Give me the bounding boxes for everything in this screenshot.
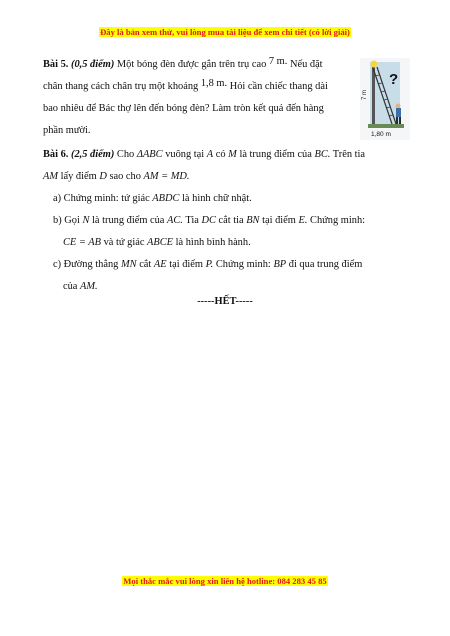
question-mark: ? — [389, 71, 399, 88]
math-AM-end: AM. — [80, 281, 98, 292]
problem-6 — [43, 144, 408, 298]
math-triangle: ΔABC — [136, 149, 163, 160]
problem-6-text: là trung điểm của — [239, 149, 312, 160]
math-BN: BN — [246, 215, 260, 226]
part-b-text: là trung điểm của — [92, 215, 165, 226]
math-DC: DC — [201, 215, 216, 226]
math-ce-eq-ab: CE = AB — [63, 237, 101, 248]
problem-5-text: Nếu đặt — [289, 59, 323, 70]
math-BP: BP — [273, 259, 287, 270]
part-c-text: cắt — [139, 259, 152, 270]
problem-6-label: Bài 6. — [43, 149, 69, 160]
math-M: M — [228, 149, 237, 160]
math-eq-am-md: AM = MD. — [143, 171, 190, 182]
part-c-text: c) Đường thẳng — [53, 259, 119, 270]
problem-6-text: Trên tia — [332, 149, 366, 160]
part-b-text: b) Gọi — [53, 215, 80, 226]
part-b-text: và tứ giác — [103, 237, 145, 248]
problem-5-label: Bài 5. — [43, 59, 69, 70]
part-a-text: là hình chữ nhật. — [182, 193, 252, 204]
part-b-text: là hình bình hành. — [175, 237, 251, 248]
problem-5-text: bao nhiêu để Bác thợ lên đến bóng đèn? Làm tròn kết quả đến hàng — [43, 103, 324, 114]
problem-6-text: Cho — [116, 149, 135, 160]
math-P: P. — [205, 259, 214, 270]
problem-6-text: lấy điểm — [60, 171, 97, 182]
end-marker: -----HẾT----- — [197, 296, 253, 307]
math-D: D — [99, 171, 107, 182]
math-ABCE: ABCE — [147, 237, 174, 248]
math-AC: AC. — [167, 215, 183, 226]
hotline-banner — [0, 576, 450, 586]
part-b-text: tại điểm — [262, 215, 296, 226]
problem-5 — [43, 54, 353, 142]
problem-6-points: (2,5 điểm) — [71, 149, 115, 160]
math-E: E. — [298, 215, 308, 226]
problem-5-points: (0,5 điểm) — [71, 59, 115, 70]
part-b-text: Tia — [185, 215, 199, 226]
distance-label: 1,80 m — [371, 131, 391, 138]
problem-5-text: Một bóng đèn được gắn trên trụ cao — [116, 59, 267, 70]
ladder-figure — [360, 58, 410, 140]
problem-5-text: chân thang cách chân trụ một khoảng — [43, 81, 199, 92]
problem-5-height: 7 m. — [268, 56, 288, 67]
math-BC: BC. — [314, 149, 331, 160]
math-MN: MN — [120, 259, 137, 270]
problem-6-text: vuông tại — [165, 149, 205, 160]
math-AM: AM — [43, 171, 59, 182]
problem-5-text: phần mười. — [43, 125, 91, 136]
height-label: 7 m — [362, 89, 369, 101]
part-c-text: đi qua trung điểm — [288, 259, 363, 270]
hotline-banner-text: Mọi thắc mắc vui lòng xin liên hệ hotline: 084 283 45 85 — [123, 576, 327, 586]
problem-5-text: Hỏi cần chiếc thang dài — [229, 81, 328, 92]
preview-banner-text: Đây là bản xem thử, vui lòng mua tài liệu để xem chi tiết (có lời giải) — [100, 27, 350, 37]
part-b-text: cắt tia — [218, 215, 244, 226]
math-A: A — [206, 149, 214, 160]
part-c-text: tại điểm — [169, 259, 203, 270]
problem-5-distance: 1,8 m. — [200, 78, 228, 89]
preview-banner — [0, 27, 450, 37]
part-a-text: a) Chứng minh: tứ giác — [53, 193, 150, 204]
part-c-text: của — [63, 281, 78, 292]
problem-6-text: có — [215, 149, 226, 160]
part-c-text: Chứng minh: — [215, 259, 271, 270]
math-AE: AE — [153, 259, 167, 270]
part-b-text: Chứng minh: — [310, 215, 366, 226]
math-N: N — [82, 215, 90, 226]
math-ABDC: ABDC — [152, 193, 180, 204]
problem-6-text: sao cho — [109, 171, 141, 182]
